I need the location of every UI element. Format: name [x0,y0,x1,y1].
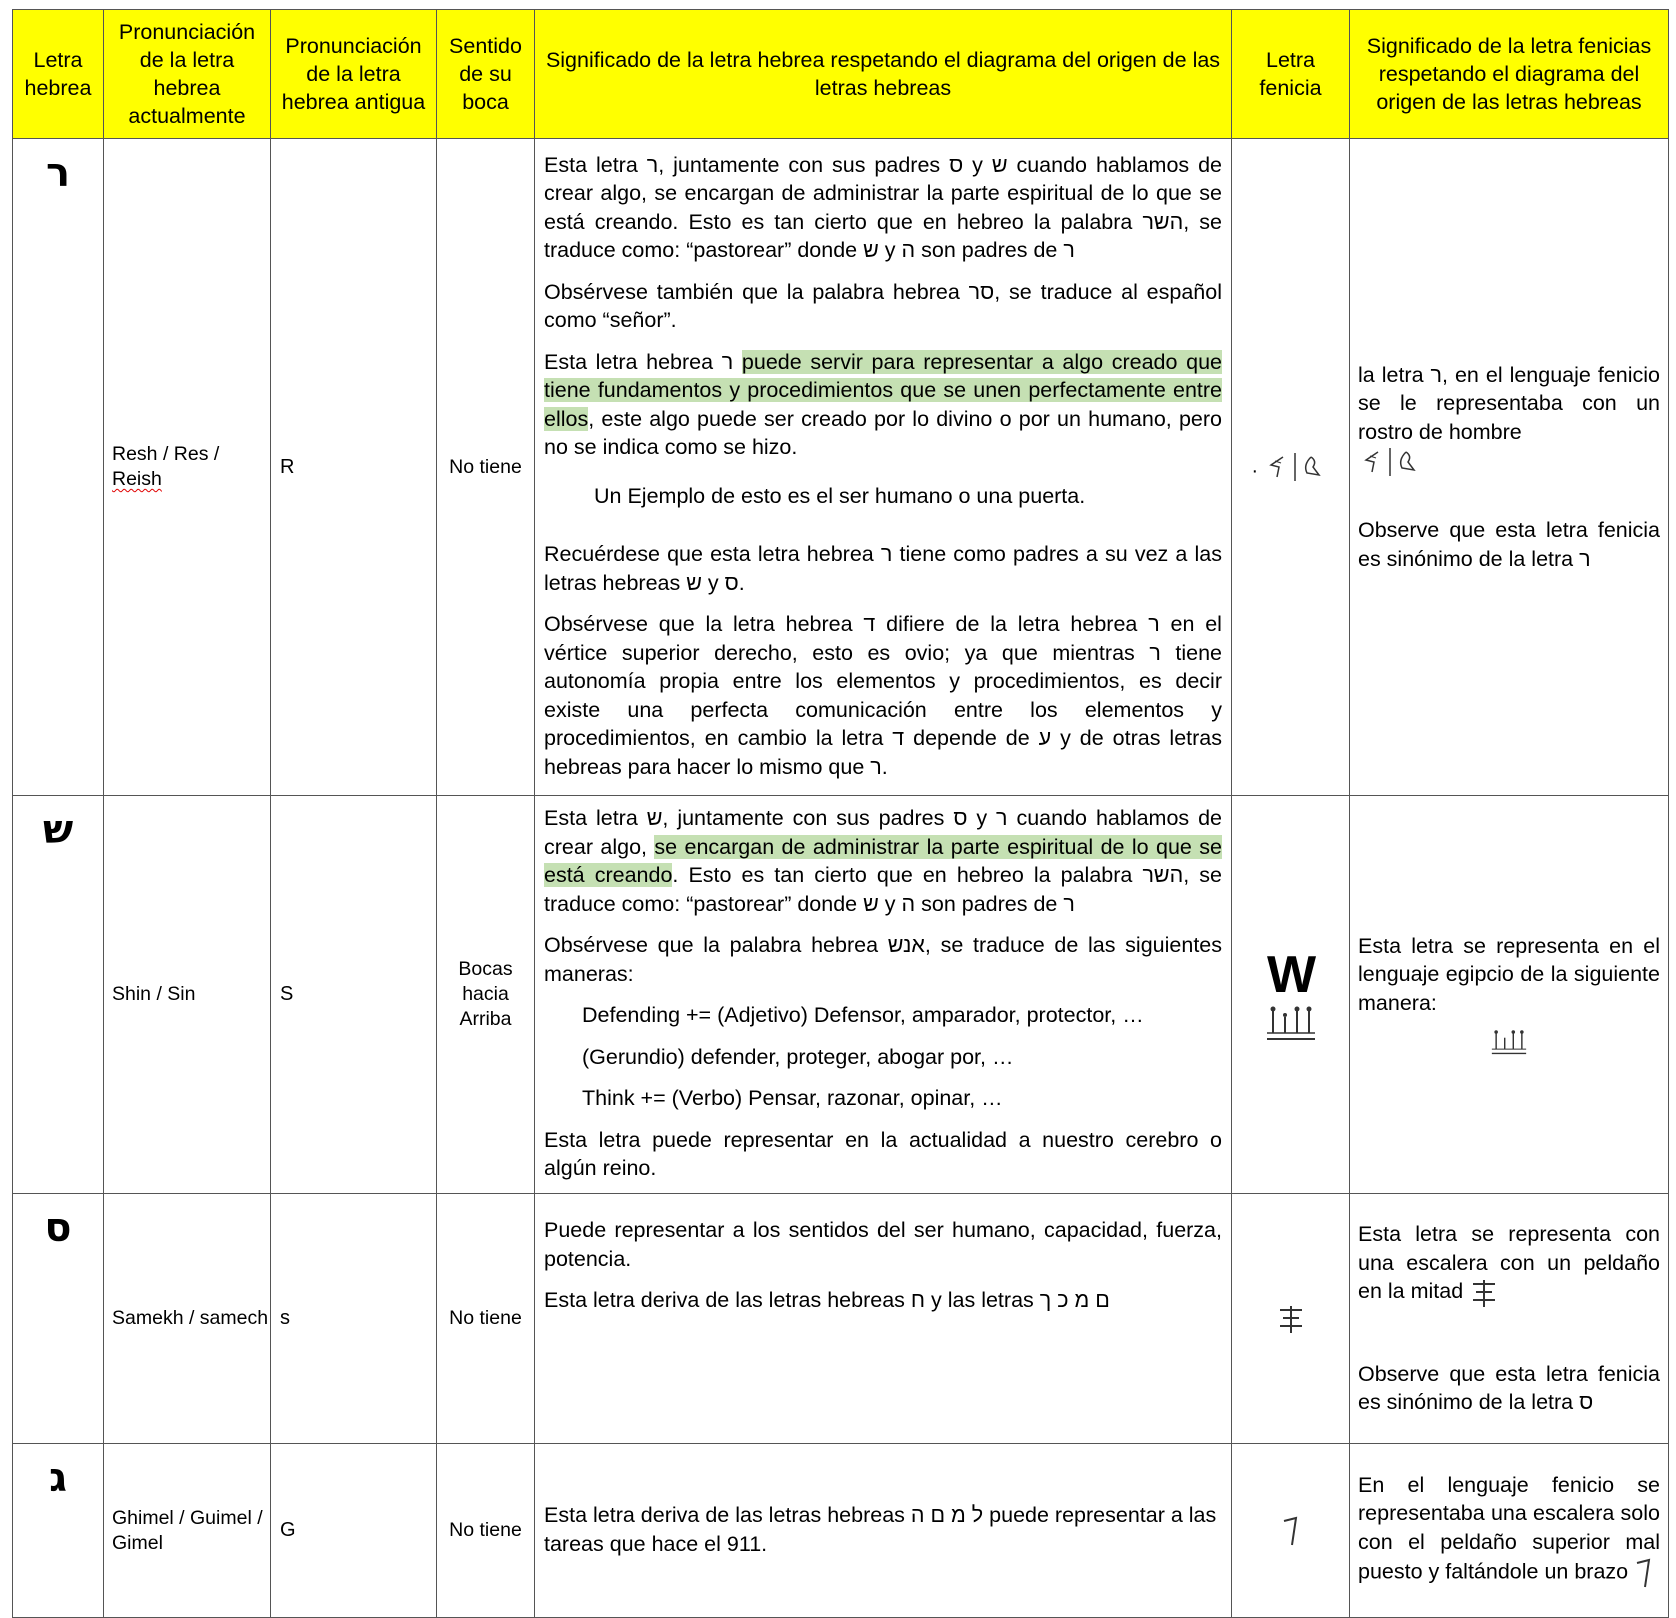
table-row-shin [13,796,1669,1194]
significado-hebrea [535,139,1232,796]
text-run: , este algo puede ser creado por lo divino o por un humano, pero no se indica como se hizo. [544,406,1222,460]
hebrew-letter: ר [13,139,104,796]
hebrew-letter: ג [13,1444,104,1618]
phoenician-samekh-icon [1469,1278,1499,1308]
paragraph: Esta letra se representa en el lenguaje egipcio de la siguiente manera: [1358,933,1660,1015]
text-run: . Esto es tan cierto que en hebreo la palabra השר, se traduce como: “pastorear” donde ש y ה son padres de ר [544,863,1222,916]
phoenician-samekh-icon [1276,1304,1306,1334]
highlighted-text: puede servir para representar a algo creado que tiene fundamentos y procedimientos que se unen perfectamente entre ellos [544,349,1222,431]
sentido-boca: No tiene [437,1194,535,1444]
egyptian-shin-icon [1489,1027,1529,1057]
pron-antigua: G [271,1444,437,1618]
letra-fenicia [1232,796,1350,1194]
phoenician-shin-letter: W [1266,945,1315,1004]
pron-actual: Samekh / samech [104,1194,271,1444]
phoenician-resh-icon [1263,451,1329,483]
list-item: Defending += (Adjetivo) Defensor, amparador, protector, … [582,1003,1144,1028]
header-letra-fenicia: Letra fenicia [1232,10,1350,139]
pron-antigua: s [271,1194,437,1444]
paragraph: Esta letra deriva de las letras hebreas ל מ ם ה puede representar a las tareas que hace el 911. [544,1503,1217,1556]
significado-fenicia [1350,796,1669,1194]
header-significado-hebrea: Significado de la letra hebrea respetando el diagrama del origen de las letras hebreas [535,10,1232,139]
letra-fenicia [1232,139,1350,796]
hebrew-letters-table [12,9,1669,1618]
paragraph: la letra ר, en el lenguaje fenicio se le representaba con un rostro de hombre [1358,362,1660,444]
significado-hebrea [535,796,1232,1194]
paragraph: Obsérvese también que la palabra hebrea סר, se traduce al español como “señor”. [544,279,1222,333]
paragraph: Esta letra puede representar en la actualidad a nuestro cerebro o algún reino. [544,1127,1222,1181]
pron-actual-misspelled: Reish [112,468,162,490]
sentido-boca: No tiene [437,139,535,796]
letra-fenicia [1232,1444,1350,1618]
text-run: Esta letra se representa con una escalera con un peldaño en la mitad [1358,1222,1660,1304]
pron-actual-line: Resh / Res / [112,443,220,465]
paragraph [1358,1471,1660,1591]
list-item: (Gerundio) defender, proteger, abogar por, … [582,1044,1014,1069]
header-pron-antigua: Pronunciación de la letra hebrea antigua [271,10,437,139]
paragraph [544,348,1222,462]
text-run: En el lenguaje fenicio se representaba una escalera solo con el peldaño superior mal puesto y faltándole un brazo [1358,1472,1660,1584]
significado-fenicia [1350,139,1669,796]
paragraph: Recuérdese que esta letra hebrea ר tiene como padres a su vez a las letras hebreas ש y ס. [544,542,1222,595]
table-row-ghimel [13,1444,1669,1618]
paragraph [544,804,1222,918]
paragraph: Un Ejemplo de esto es el ser humano o una puerta. [594,483,1086,508]
paragraph [1358,1220,1660,1307]
egyptian-glyph-line [1358,1027,1660,1057]
header-significado-fenicia: Significado de la letra fenicias respetando el diagrama del origen de las letras hebreas [1350,10,1669,139]
paragraph: Obsérvese que la palabra hebrea אנש, se traduce de las siguientes maneras: [544,933,1222,986]
face-glyph-line [1358,446,1660,478]
hebrew-letter: ש [13,796,104,1194]
text-run: Esta letra ש, juntamente con sus padres ס y ר cuando hablamos de crear algo, [544,806,1223,859]
dot-text: . [1251,455,1258,478]
pron-antigua: S [271,796,437,1194]
sentido-boca: Bocas hacia Arriba [437,796,535,1194]
significado-hebrea [535,1444,1232,1618]
phoenician-face-icon [1358,446,1424,478]
paragraph: Puede representar a los sentidos del ser humano, capacidad, fuerza, potencia. [544,1218,1222,1271]
pron-actual: Ghimel / Guimel / Gimel [104,1444,271,1618]
significado-fenicia [1350,1194,1669,1444]
list-item: Think += (Verbo) Pensar, razonar, opinar, … [582,1086,1003,1111]
header-letra-hebrea: Letra hebrea [13,10,104,139]
header-row [13,10,1669,139]
phoenician-gimel-icon [1634,1556,1654,1590]
egyptian-shin-icon [1263,1003,1319,1043]
pron-antigua: R [271,139,437,796]
header-pron-actual: Pronunciación de la letra hebrea actualmente [104,10,271,139]
significado-hebrea [535,1194,1232,1444]
paragraph: Esta letra ר, juntamente con sus padres ס y ש cuando hablamos de crear algo, se encargan de administrar la parte espiritual de lo que se está creando. Esto es tan cierto que en hebreo la palabra השר, se traduce como: “pastorear” donde ש y ה son padres de ר [544,152,1223,263]
hebrew-letter: ס [13,1194,104,1444]
phoenician-gimel-icon [1281,1514,1301,1548]
paragraph: Observe que esta letra fenicia es sinónimo de la letra ס [1358,1361,1660,1415]
pron-actual: Shin / Sin [104,796,271,1194]
table-row-samekh [13,1194,1669,1444]
pron-actual [104,139,271,796]
paragraph: Esta letra deriva de las letras hebreas ח y las letras ם מ כ ך [544,1288,1110,1312]
letra-fenicia [1232,1194,1350,1444]
text-run: Esta letra hebrea ר [544,349,742,374]
highlighted-text: se encargan de administrar la parte espiritual de lo que se está creando [544,834,1222,888]
header-sentido-boca: Sentido de su boca [437,10,535,139]
sentido-boca: No tiene [437,1444,535,1618]
paragraph: Observe que esta letra fenicia es sinónimo de la letra ר [1358,518,1660,571]
table-row-resh [13,139,1669,796]
paragraph: Obsérvese que la letra hebrea ד difiere de la letra hebrea ר en el vértice superior derecho, esto es ovio; ya que mientras ר tiene autonomía propia entre los elementos y procedimientos, es decir existe una perfecta comunicación entre los elementos y procedimientos, en cambio la letra ד depende de ע y de otras letras hebreas para hacer lo mismo que ר. [544,612,1222,779]
significado-fenicia [1350,1444,1669,1618]
